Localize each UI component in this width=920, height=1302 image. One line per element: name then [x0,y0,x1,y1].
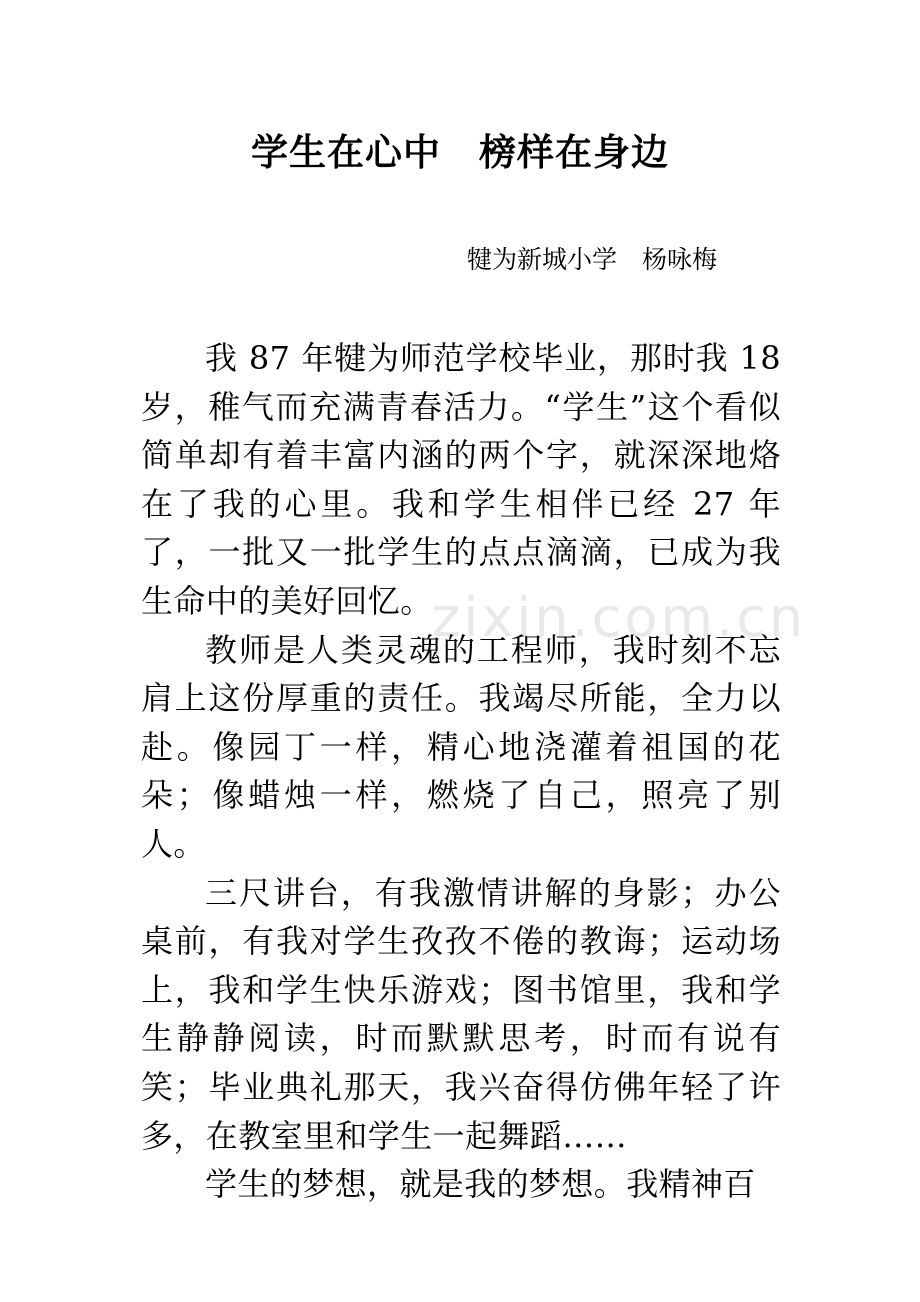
article-body [141,334,781,1209]
watermark: zixin.com.cn [432,586,807,649]
author-byline: 犍为新城小学 杨咏梅 [467,245,718,274]
paragraph-3: 三尺讲台，有我激情讲解的身影；办公桌前，有我对学生孜孜不倦的教诲；运动场上，我和学生快乐游戏；图书馆里，我和学生静静阅读，时而默默思考，时而有说有笑；毕业典礼那天，我兴奋得仿佛年轻了许多，在教室里和学生一起舞蹈…… [141,873,781,1155]
paragraph-4: 学生的梦想，就是我的梦想。我精神百 [205,1165,756,1204]
paragraph-1: 我 87 年犍为师范学校毕业，那时我 18 岁，稚气而充满青春活力。“学生”这个看似简单却有着丰富内涵的两个字，就深深地烙在了我的心里。我和学生相伴已经 27 年了，一批又一批学生的点点滴滴，已成为我生命中的美好回忆。 [141,339,781,620]
paragraph-2: 教师是人类灵魂的工程师，我时刻不忘肩上这份厚重的责任。我竭尽所能，全力以赴。像园丁一样，精心地浇灌着祖国的花朵；像蜡烛一样，燃烧了自己，照亮了别人。 [141,630,781,863]
document-title: 学生在心中 榜样在身边 [251,130,669,174]
